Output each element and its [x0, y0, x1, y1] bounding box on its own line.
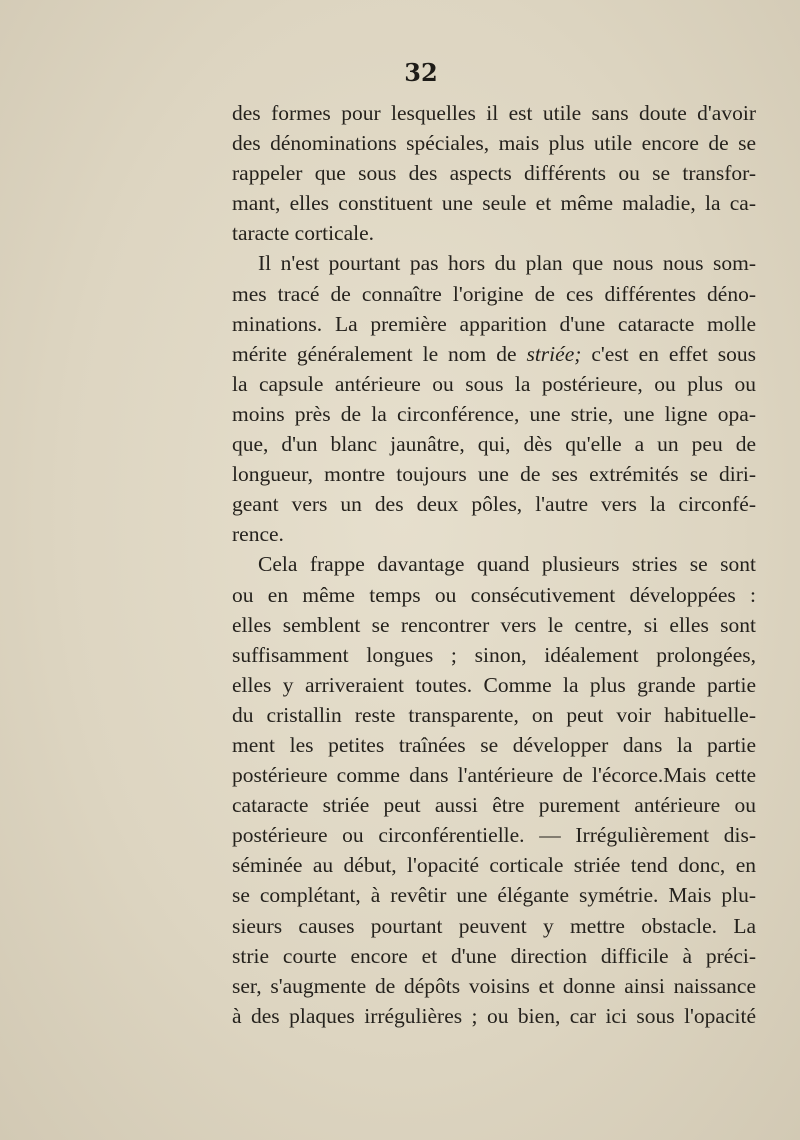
text-line: mes tracé de connaître l'origine de ces différentes déno-: [232, 281, 756, 306]
text-line: geant vers un des deux pôles, l'autre vers la circonfé-: [232, 492, 756, 517]
text-line: rence.: [232, 522, 284, 547]
text-line: Cela frappe davantage quand plusieurs stries se sont: [258, 552, 756, 577]
text-line: séminée au début, l'opacité corticale striée tend donc, en: [232, 853, 756, 878]
text-line: strie courte encore et d'une direction difficile à préci-: [232, 943, 756, 968]
text-line: ou en même temps ou consécutivement développées :: [232, 582, 756, 607]
text-line: que, d'un blanc jaunâtre, qui, dès qu'elle a un peu de: [232, 432, 756, 457]
text-line: ser, s'augmente de dépôts voisins et donne ainsi naissance: [232, 973, 756, 998]
text-line: elles y arriveraient toutes. Comme la plus grande partie: [232, 672, 756, 697]
text-line: des dénominations spéciales, mais plus utile encore de se: [232, 131, 756, 156]
text-line: se complétant, à revêtir une élégante symétrie. Mais plu-: [232, 883, 756, 908]
text-line: à des plaques irrégulières ; ou bien, car ici sous l'opacité: [232, 1003, 756, 1028]
body-text: [232, 98, 756, 1031]
text-line: taracte corticale.: [232, 221, 375, 246]
text-line: cataracte striée peut aussi être purement antérieure ou: [232, 793, 756, 818]
text-line: des formes pour lesquelles il est utile sans doute d'avoir: [232, 101, 756, 125]
text-segment: c'est en effet sous: [591, 341, 757, 366]
italic-term: striée;: [526, 341, 582, 366]
text-line: la capsule antérieure ou sous la postérieure, ou plus ou: [232, 371, 756, 396]
text-line: suffisamment longues ; sinon, idéalement prolongées,: [232, 642, 756, 667]
text-line: minations. La première apparition d'une cataracte molle: [232, 311, 756, 336]
text-line: du cristallin reste transparente, on peut voir habituelle-: [232, 702, 756, 727]
text-line-with-italic: [232, 339, 756, 369]
text-line: moins près de la circonférence, une strie, une ligne opa-: [232, 401, 756, 426]
text-line: ment les petites traînées se développer dans la partie: [232, 732, 756, 757]
text-line: postérieure comme dans l'antérieure de l'écorce.Mais cette: [232, 763, 756, 788]
text-line: sieurs causes pourtant peuvent y mettre obstacle. La: [232, 913, 756, 938]
text-line: rappeler que sous des aspects différents ou se transfor-: [232, 161, 756, 186]
text-line: elles semblent se rencontrer vers le centre, si elles sont: [232, 612, 756, 637]
text-line: Il n'est pourtant pas hors du plan que nous nous som-: [258, 251, 756, 276]
page-number: 32: [404, 58, 438, 87]
text-line: longueur, montre toujours une de ses extrémités se diri-: [232, 462, 756, 487]
text-line: postérieure ou circonférentielle. — Irrégulièrement dis-: [232, 823, 756, 848]
text-line: mant, elles constituent une seule et même maladie, la ca-: [232, 191, 756, 216]
text-segment: mérite généralement le nom de: [232, 341, 517, 366]
